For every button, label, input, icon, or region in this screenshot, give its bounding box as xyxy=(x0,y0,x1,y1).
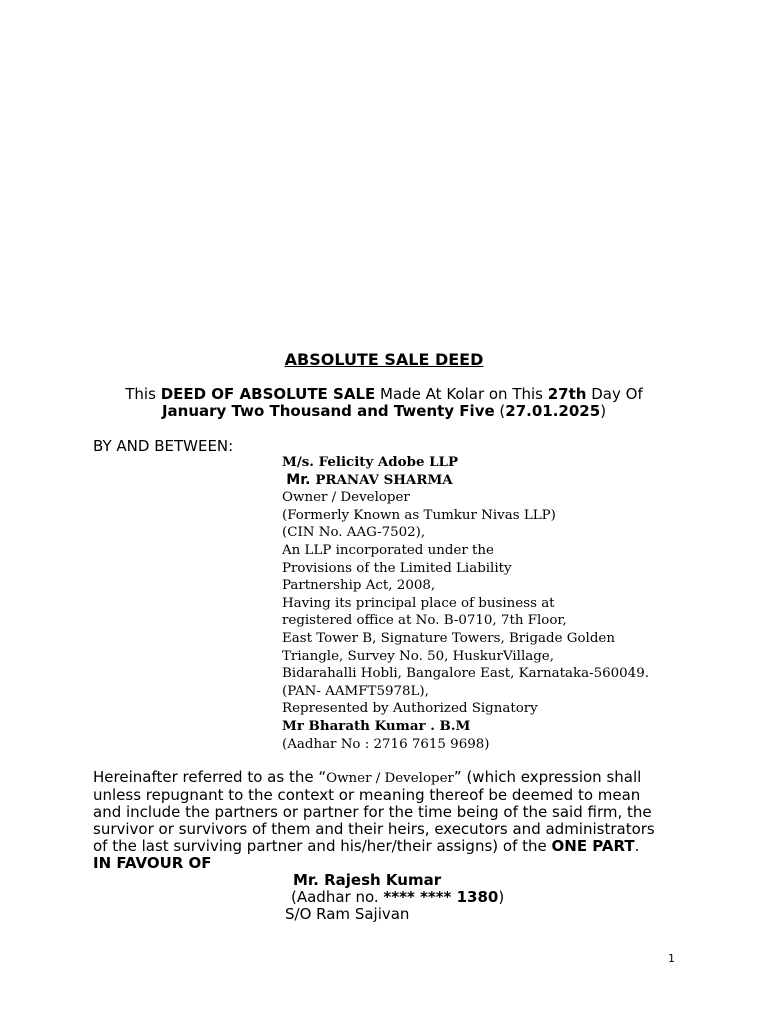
intro-date-words: January Two Thousand and Twenty Five xyxy=(161,402,495,420)
owner-pan: (PAN- AAMFT5978L), xyxy=(282,683,429,699)
buyer-aadhar-number: **** **** 1380 xyxy=(383,888,499,906)
paragraph-text: . xyxy=(634,837,640,855)
buyer-aadhar xyxy=(285,889,504,906)
paragraph-line xyxy=(93,769,713,787)
buyer-aadhar-text: (Aadhar no. xyxy=(291,888,384,906)
buyer-relation: S/O Ram Sajivan xyxy=(285,905,410,923)
owner-details xyxy=(282,454,722,753)
owner-llp-line: An LLP incorporated under the xyxy=(282,542,494,558)
intro-text: Made At Kolar on This xyxy=(375,385,548,403)
by-and-between-label: BY AND BETWEEN: xyxy=(93,437,234,455)
intro-line-1 xyxy=(0,386,768,403)
owner-address-line: registered office at No. B-0710, 7th Floor, xyxy=(282,613,567,629)
owner-person xyxy=(282,472,722,490)
owner-address-line: East Tower B, Signature Towers, Brigade Golden xyxy=(282,630,615,646)
one-part-label: ONE PART xyxy=(551,837,635,855)
owner-address-line: Bidarahalli Hobli, Bangalore East, Karnataka-560049. xyxy=(282,666,649,682)
owner-address-line: Having its principal place of business at xyxy=(282,595,555,611)
paragraph-text: Hereinafter referred to as the “ xyxy=(93,768,327,786)
deed-intro xyxy=(0,386,768,420)
owner-role: Owner / Developer xyxy=(282,490,410,506)
owner-company: M/s. Felicity Adobe LLP xyxy=(282,454,459,470)
owner-address-line: Triangle, Survey No. 50, HuskurVillage, xyxy=(282,648,554,664)
intro-deed-name: DEED OF ABSOLUTE SALE xyxy=(160,385,376,403)
owner-signatory: Mr Bharath Kumar . B.M xyxy=(282,717,471,734)
in-favour-label: IN FAVOUR OF xyxy=(93,854,212,872)
paragraph-line: and include the partners or partner for the time being of the said firm, the xyxy=(93,803,652,821)
paragraph-owner-term: Owner / Developer xyxy=(326,771,454,786)
buyer-aadhar-text: ) xyxy=(498,888,505,906)
paragraph-line: survivor or survivors of them and their heirs, executors and administrators xyxy=(93,820,655,838)
owner-person-name: PRANAV SHARMA xyxy=(315,471,453,488)
paragraph-line: unless repugnant to the context or meaning thereof be deemed to mean xyxy=(93,786,641,804)
paragraph-text: of the last surviving partner and his/her/their assigns) of the xyxy=(93,837,552,855)
intro-line-2 xyxy=(0,403,768,420)
definition-paragraph xyxy=(93,769,713,872)
document-title: ABSOLUTE SALE DEED xyxy=(284,350,484,369)
owner-formerly: (Formerly Known as Tumkur Nivas LLP) xyxy=(282,507,556,523)
intro-date-numeric: 27.01.2025 xyxy=(505,402,601,420)
intro-text: This xyxy=(125,385,161,403)
owner-llp-line: Partnership Act, 2008, xyxy=(282,578,436,594)
owner-cin: (CIN No. AAG-7502), xyxy=(282,525,426,541)
buyer-details xyxy=(285,872,504,923)
intro-text: ( xyxy=(494,402,506,420)
buyer-name: Mr. Rajesh Kumar xyxy=(293,871,442,889)
intro-day: 27th xyxy=(547,385,587,403)
paragraph-line xyxy=(93,838,713,855)
page-number: 1 xyxy=(668,952,675,965)
owner-aadhar: (Aadhar No : 2716 7615 9698) xyxy=(282,736,490,752)
intro-text: Day Of xyxy=(586,385,643,403)
intro-text: ) xyxy=(600,402,607,420)
owner-person-prefix: Mr. xyxy=(286,471,316,488)
paragraph-text: ” (which expression shall xyxy=(453,768,642,786)
owner-llp-line: Provisions of the Limited Liability xyxy=(282,560,512,576)
owner-represented: Represented by Authorized Signatory xyxy=(282,701,538,717)
